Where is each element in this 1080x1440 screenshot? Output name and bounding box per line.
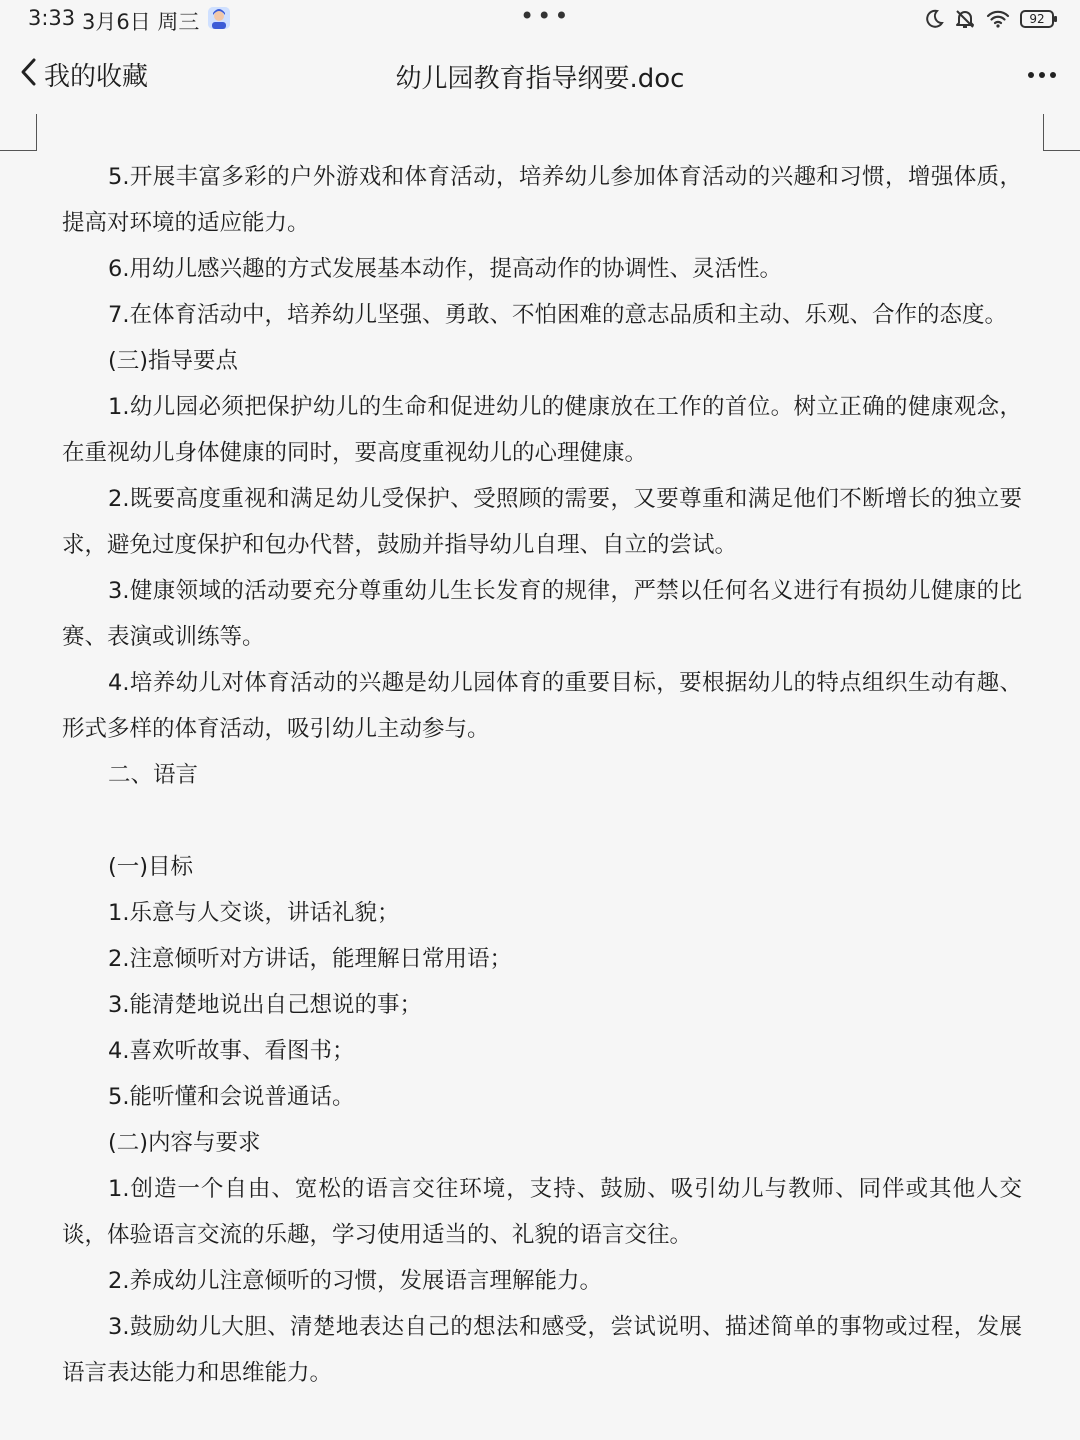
moon-icon [924,9,944,29]
back-label: 我的收藏 [44,61,149,92]
section-heading: (二)内容与要求 [108,1130,261,1156]
paragraph: 1.幼儿园必须把保护幼儿的生命和促进幼儿的健康放在工作的首位。树立正确的健康观念，在重视幼儿身体健康的同时，要高度重视幼儿的心理健康。 [62,394,1022,466]
bell-off-icon [954,8,976,30]
status-bar [0,0,1080,40]
status-time: 3:33 [28,6,76,30]
paragraph: 1.乐意与人交谈，讲话礼貌； [108,900,400,926]
paragraph: 5.能听懂和会说普通话。 [108,1084,355,1110]
paragraph: 4.喜欢听故事、看图书； [108,1038,355,1064]
blank-line [62,798,1022,844]
chapter-heading: 二、语言 [108,762,199,788]
document-body[interactable] [62,154,1022,1396]
paragraph: 6.用幼儿感兴趣的方式发展基本动作，提高动作的协调性、灵活性。 [108,256,782,282]
notification-app-icon [208,7,230,29]
section-heading: (一)目标 [108,854,194,880]
document-title: 幼儿园教育指导纲要.doc [395,64,685,94]
paragraph: 2.养成幼儿注意倾听的习惯，发展语言理解能力。 [108,1268,602,1294]
paragraph: 1.创造一个自由、宽松的语言交往环境，支持、鼓励、吸引幼儿与教师、同伴或其他人交谈，体验语言交流的乐趣，学习使用适当的、礼貌的语言交往。 [62,1176,1022,1248]
top-app-bar [0,44,1080,104]
paragraph: 5.开展丰富多彩的户外游戏和体育活动，培养幼儿参加体育活动的兴趣和习惯，增强体质，提高对环境的适应能力。 [62,164,1022,236]
more-options-button[interactable] [1022,54,1062,94]
paragraph: 3.健康领域的活动要充分尊重幼儿生长发育的规律，严禁以任何名义进行有损幼儿健康的比赛、表演或训练等。 [62,578,1022,650]
section-heading: (三)指导要点 [108,348,239,374]
more-horizontal-icon [1026,65,1058,84]
wifi-icon [986,9,1010,29]
paragraph: 2.注意倾听对方讲话，能理解日常用语； [108,946,512,972]
status-icons [924,6,1054,32]
battery-icon: 92 [1020,10,1054,28]
page-corner-mark-right [1043,114,1080,151]
page-corner-mark-left [0,114,37,151]
status-date: 3月6日 周三 [82,10,200,34]
paragraph: 2.既要高度重视和满足幼儿受保护、受照顾的需要，又要尊重和满足他们不断增长的独立要求，避免过度保护和包办代替，鼓励并指导幼儿自理、自立的尝试。 [62,486,1022,558]
paragraph: 7.在体育活动中，培养幼儿坚强、勇敢、不怕困难的意志品质和主动、乐观、合作的态度。 [108,302,1007,328]
paragraph: 4.培养幼儿对体育活动的兴趣是幼儿园体育的重要目标，要根据幼儿的特点组织生动有趣、形式多样的体育活动，吸引幼儿主动参与。 [62,670,1022,742]
paragraph: 3.鼓励幼儿大胆、清楚地表达自己的想法和感受，尝试说明、描述简单的事物或过程，发展语言表达能力和思维能力。 [62,1314,1022,1386]
status-more-dots[interactable]: ••• [520,2,572,30]
paragraph: 3.能清楚地说出自己想说的事； [108,992,422,1018]
